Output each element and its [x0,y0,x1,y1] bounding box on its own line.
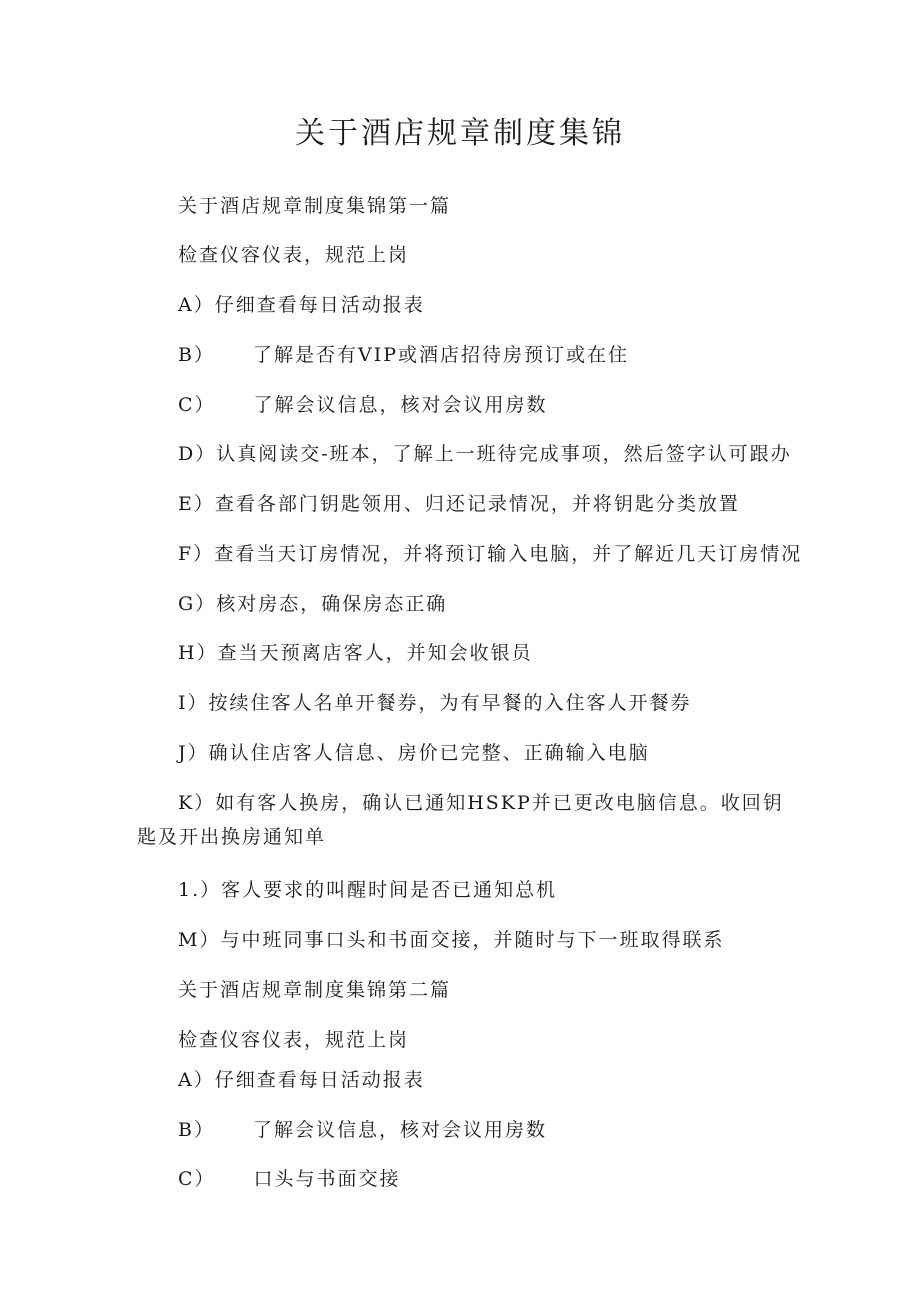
list-item [178,441,792,467]
list-item-text: 仔细查看每日活动报表 [214,1069,425,1091]
paragraph [178,242,409,268]
paragraph-text: 检查仪容仪表，规范上岗 [178,1029,410,1051]
list-item-text: 查看各部门钥匙领用、归还记录情况，并将钥匙分类放置 [214,493,740,515]
list-item-label: F） [178,543,215,565]
list-item-text: 核对房态，确保房态正确 [216,593,448,615]
section-heading-second [178,977,451,1003]
list-item-label: B） [178,344,215,366]
list-item-label: H） [178,642,218,664]
list-item-text: 客人要求的叫醒时间是否已通知总机 [221,879,558,901]
list-item-label: B） [178,1119,215,1141]
list-item [178,1117,547,1143]
list-item [178,292,425,318]
list-item-label: C） [178,1168,216,1190]
list-item-text: 认真阅读交-班本，了解上一班待完成事项，然后签字认可跟办 [216,443,792,465]
list-item [178,342,629,368]
list-item-text: 确认住店客人信息、房价已完整、正确输入电脑 [208,742,650,764]
list-item-label: D） [178,443,217,465]
list-item [178,877,557,903]
list-item [178,1067,425,1093]
list-item [178,927,724,953]
list-item [137,786,797,854]
list-item-label: K） [178,792,216,814]
list-item-label: E） [178,493,215,515]
list-item [178,640,533,666]
list-item-text: 查看当天订房情况，并将预订输入电脑，并了解近几天订房情况 [214,543,803,565]
list-item [178,1166,401,1192]
list-item-label: I） [178,692,209,714]
list-item-text: 了解会议信息，核对会议用房数 [252,1119,547,1141]
list-item [178,541,802,567]
list-item [178,740,650,766]
list-item-text: 了解会议信息，核对会议用房数 [253,394,548,416]
list-item-text: 了解是否有VIP或酒店招待房预订或在住 [252,344,629,366]
section-heading-first [178,193,451,219]
list-item-text: 查当天预离店客人，并知会收银员 [217,642,533,664]
list-item-label: J） [178,742,209,764]
list-item [178,392,548,418]
list-item-text: 如有客人换房，确认已通知HSKP并已更改电脑信息。收回钥匙及开出换房通知单 [137,792,784,848]
list-item-text: 按续住客人名单开餐券，为有早餐的入住客人开餐券 [208,692,692,714]
paragraph-text: 关于酒店规章制度集锦第一篇 [178,195,452,217]
list-item-text: 口头与书面交接 [253,1168,401,1190]
list-item-label: C） [178,394,216,416]
list-item-label: 1.） [178,879,222,901]
paragraph-text: 关于酒店规章制度集锦第二篇 [178,979,452,1001]
list-item-text: 与中班同事口头和书面交接，并随时与下一班取得联系 [220,929,725,951]
paragraph [178,1027,409,1053]
list-item-text: 仔细查看每日活动报表 [214,294,425,316]
list-item-label: M） [178,929,221,951]
list-item [178,491,740,517]
document-title: 关于酒店规章制度集锦 [295,116,625,151]
list-item-label: A） [178,294,215,316]
list-item-label: A） [178,1069,215,1091]
paragraph-text: 检查仪容仪表，规范上岗 [178,244,410,266]
list-item [178,690,692,716]
list-item-label: G） [178,593,217,615]
list-item [178,591,447,617]
